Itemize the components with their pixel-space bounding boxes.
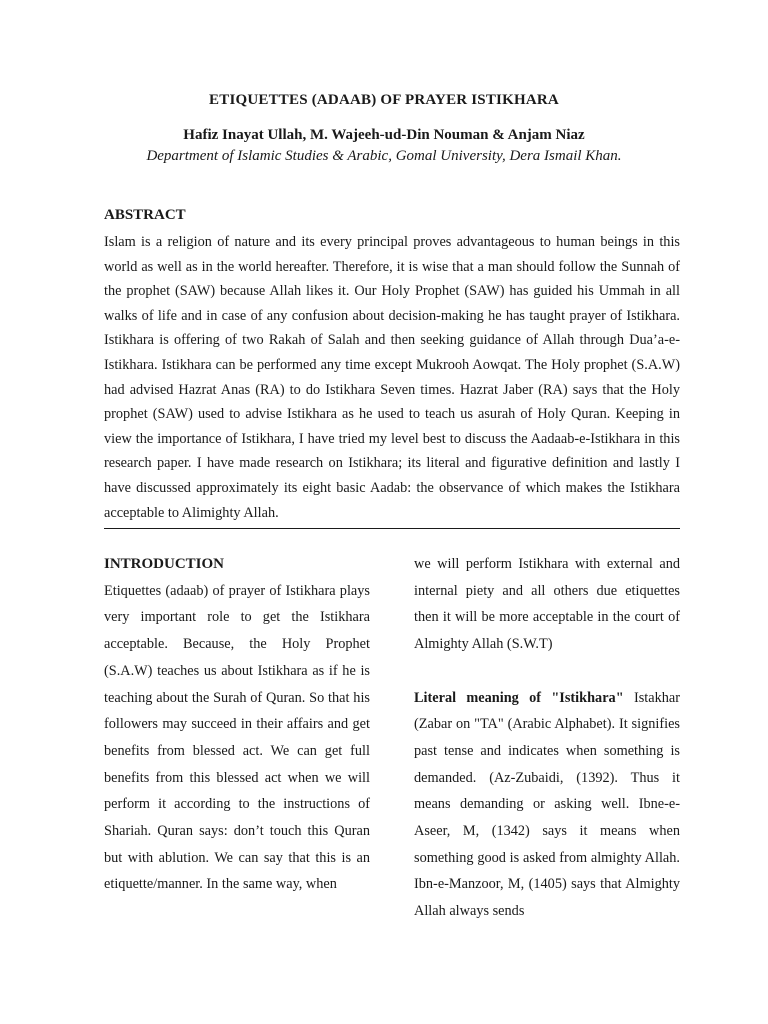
literal-meaning-paragraph bbox=[414, 685, 680, 925]
literal-meaning-body: Istakhar (Zabar on "TA" (Arabic Alphabet). It signifies past tense and indicates when something is demanded. (Az-Zubaidi, (1392). Thus it means demanding or asking well. Ibne-e-Aseer, M, (1342) says it means when something good is asked from almighty Allah. Ibn-e-Manzoor, M, (1405) says that Almighty Allah always sends bbox=[414, 689, 680, 920]
paper-title: ETIQUETTES (ADAAB) OF PRAYER ISTIKHARA bbox=[209, 92, 559, 108]
literal-meaning-heading: Literal meaning of "Istikhara" bbox=[414, 689, 624, 706]
right-column bbox=[414, 551, 680, 925]
paper-affiliation: Department of Islamic Studies & Arabic, Gomal University, Dera Ismail Khan. bbox=[146, 148, 622, 164]
paper-authors: Hafiz Inayat Ullah, M. Wajeeh-ud-Din Nouman & Anjam Niaz bbox=[183, 127, 585, 143]
introduction-body: Etiquettes (adaab) of prayer of Istikhara plays very important role to get the Istikhara acceptable. Because, the Holy Prophet (S.A.W) teaches us about Istikhara as if he is teaching about the Surah of Quran. So that his followers may succeed in their affairs and get benefits from blessed act. We can get full benefits from this blessed act when we will perform it according to the instructions of Shariah. Quran says: don’t touch this Quran but with ablution. We can say that this is an etiquette/manner. In the same way, when bbox=[104, 582, 370, 893]
introduction-heading: INTRODUCTION bbox=[104, 556, 225, 572]
paragraph-gap bbox=[414, 658, 680, 685]
introduction-continuation: we will perform Istikhara with external and internal piety and all others due etiquettes then it will be more acceptable in the court of Almighty Allah (S.W.T) bbox=[414, 556, 680, 653]
left-column bbox=[104, 551, 370, 898]
section-divider bbox=[104, 528, 680, 529]
abstract-body: Islam is a religion of nature and its every principal proves advantageous to human beings in this world as well as in the world hereafter. Therefore, it is wise that a man should follow the Sunnah of the prophet (SAW) because Allah likes it. Our Holy Prophet (SAW) has guided his Ummah in all walks of life and in case of any confusion about decision-making he has taught prayer of Istikhara. Istikhara is offering of two Rakah of Salah and then seeking guidance of Allah through Dua’a-e- Istikhara. Istikhara can be performed any time except Mukrooh Aowqat. The Holy prophet (S.A.W) had advised Hazrat Anas (RA) to do Istikhara Seven times. Hazrat Jaber (RA) says that the Holy prophet (SAW) used to advise Istikhara as he used to teach us asurah of Holy Quran. Keeping in view the importance of Istikhara, I have tried my level best to discuss the Aadaab-e-Istikhara in this research paper. I have made research on Istikhara; its literal and figurative definition and lastly I have discussed approximately its eight basic Aadab: the observance of which makes the Istikhara acceptable to Alimighty Allah. bbox=[104, 234, 680, 521]
abstract-heading: ABSTRACT bbox=[104, 207, 186, 223]
